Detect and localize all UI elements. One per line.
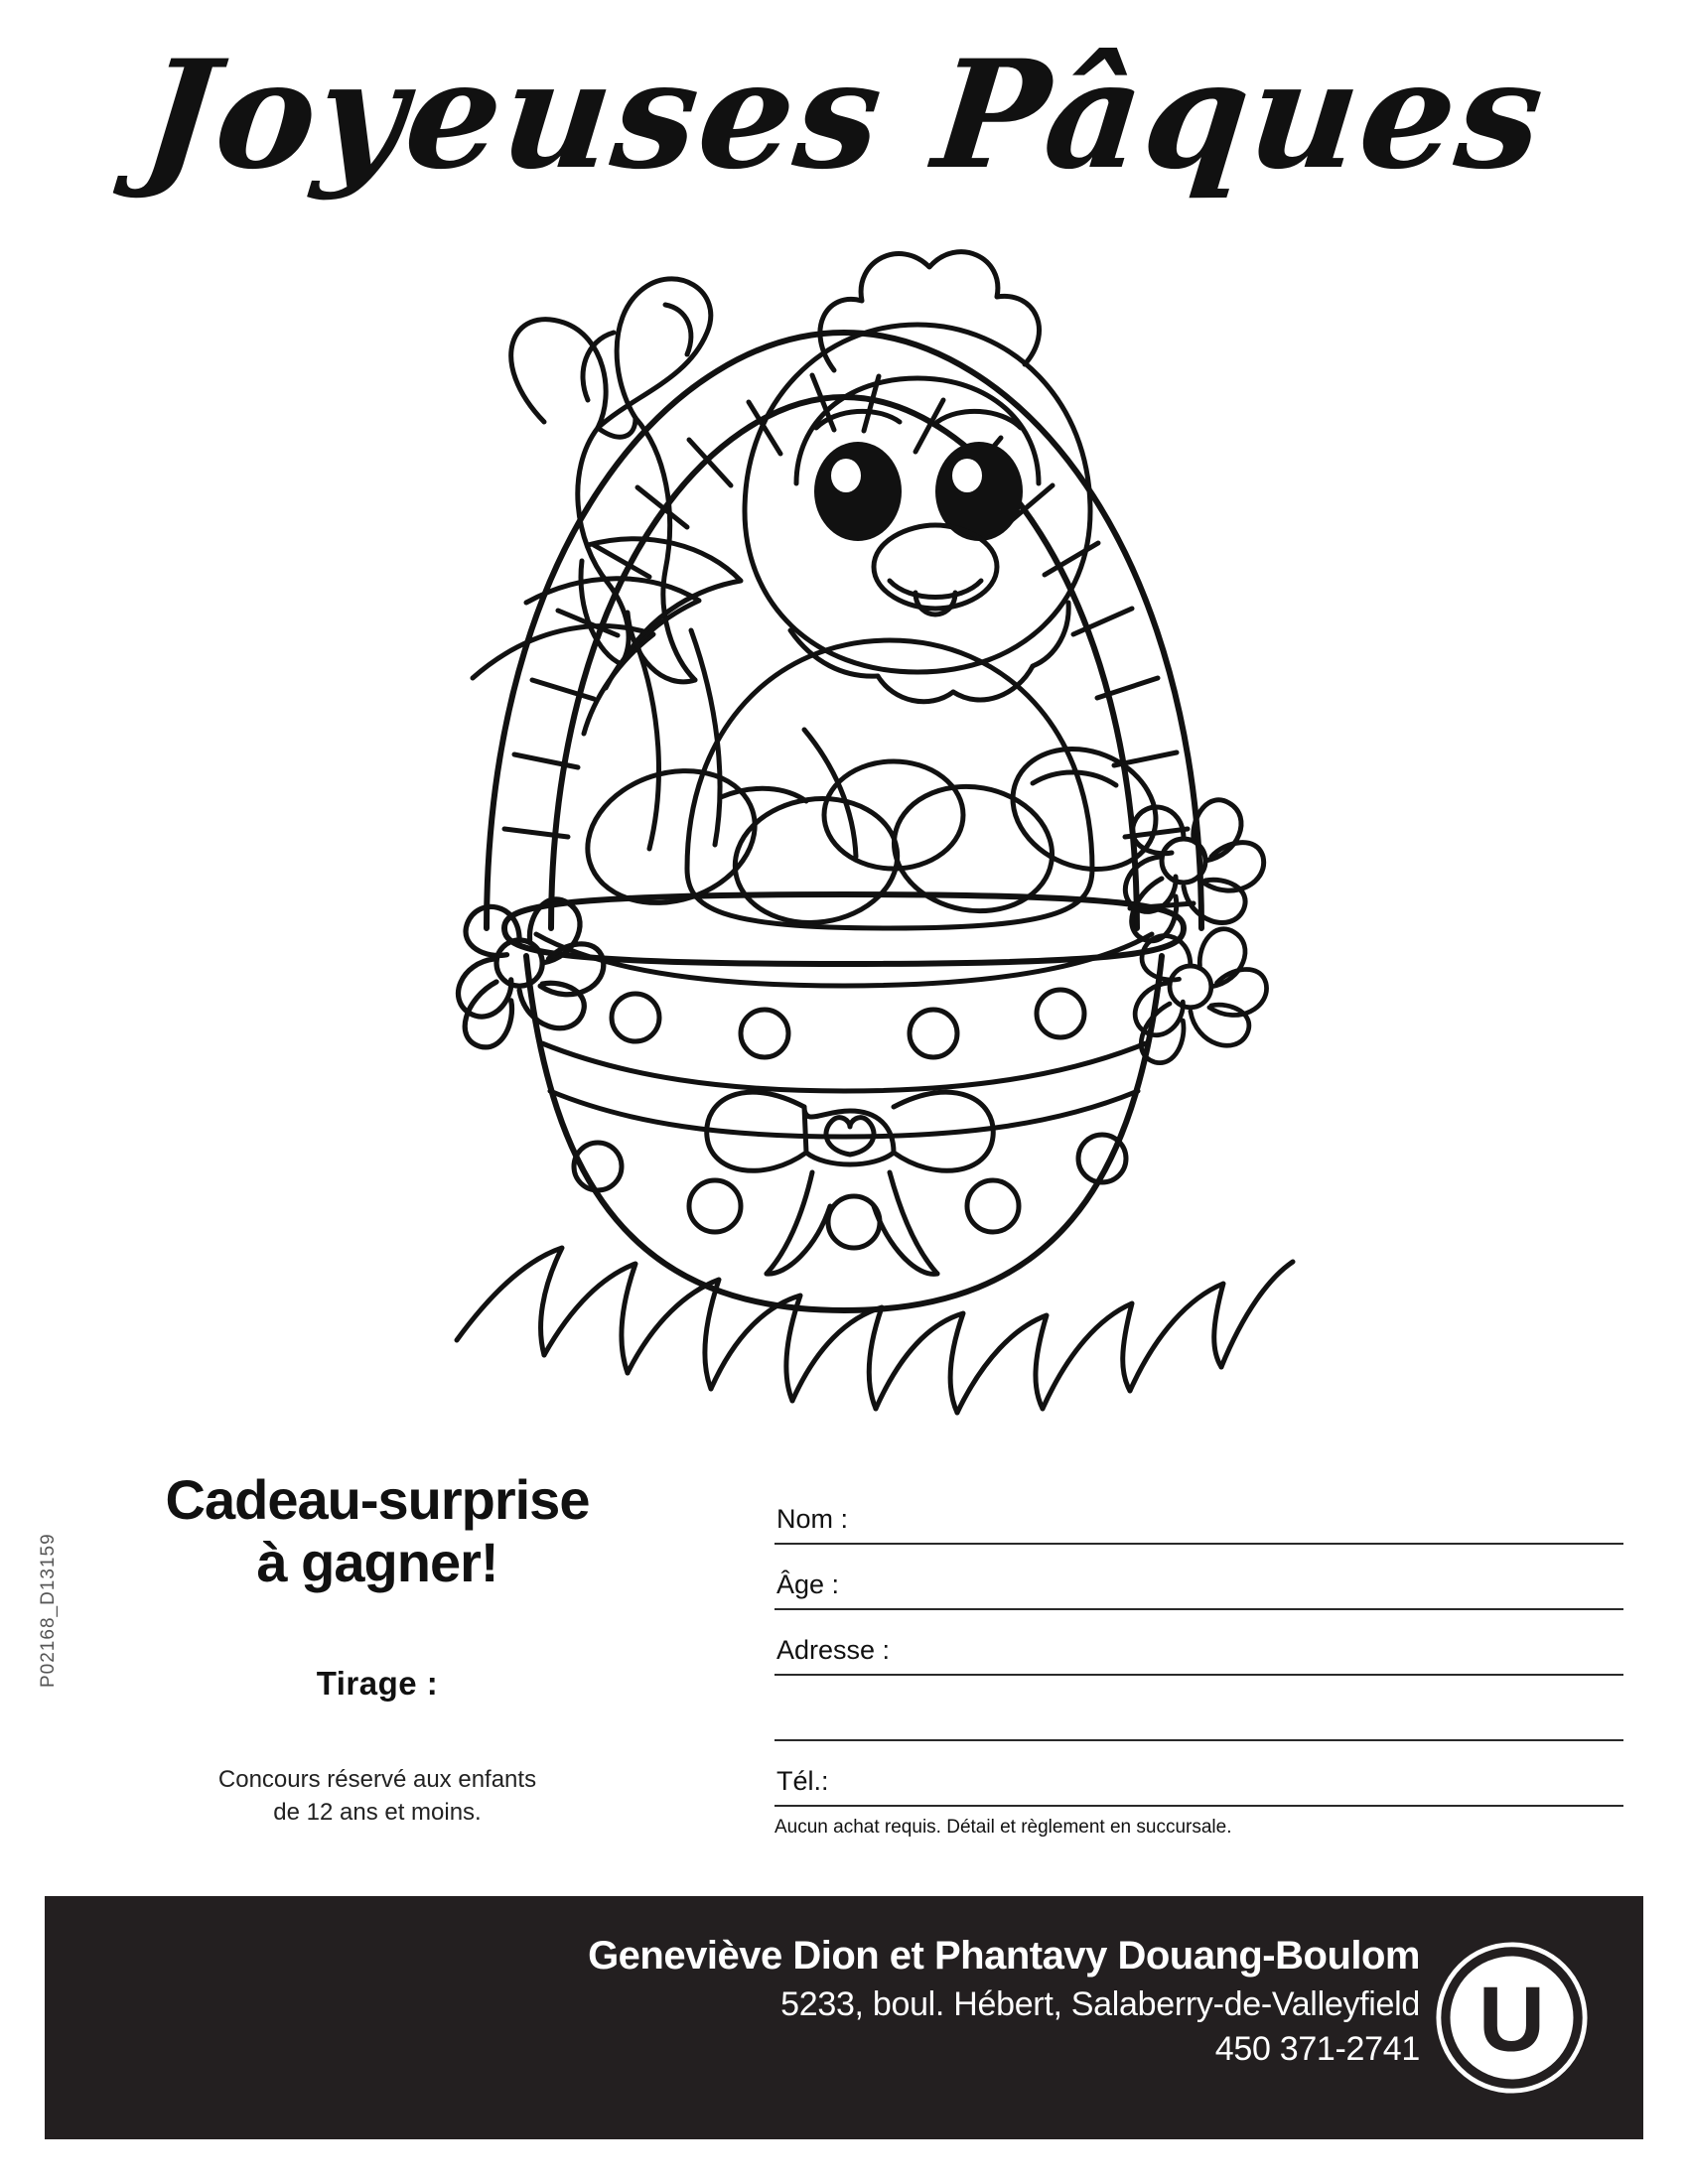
logo-letter: U	[1477, 1967, 1546, 2071]
draw-label: Tirage :	[316, 1665, 439, 1703]
contest-note-line1: Concours réservé aux enfants	[217, 1766, 537, 1794]
promo-heading-line1: Cadeau-surprise	[165, 1468, 590, 1531]
phone-field[interactable]	[774, 1741, 1623, 1807]
promo-block	[89, 1469, 665, 1829]
phone-field-label: Tél.:	[776, 1766, 829, 1796]
footer-text-block	[427, 1932, 1420, 2069]
address-field-label: Adresse :	[776, 1635, 891, 1665]
contest-note	[89, 1764, 665, 1829]
entry-form	[774, 1479, 1623, 1839]
name-field-label: Nom :	[776, 1504, 849, 1534]
store-address: 5233, boul. Hébert, Salaberry-de-Valleyfield	[780, 1985, 1420, 2023]
store-owners: Geneviève Dion et Phantavy Douang-Boulom	[588, 1934, 1420, 1978]
footer-bar	[45, 1896, 1643, 2139]
age-field-label: Âge :	[776, 1570, 840, 1599]
legal-text: Aucun achat requis. Détail et règlement en succursale.	[774, 1817, 1232, 1838]
address-field-line2[interactable]	[774, 1676, 1623, 1741]
page-title: Joyeuses Pâques	[135, 28, 1553, 203]
age-field[interactable]	[774, 1545, 1623, 1610]
easter-basket-chick-coloring-illustration	[338, 213, 1350, 1449]
promo-heading-line2: à gagner!	[256, 1530, 498, 1593]
store-phone: 450 371-2741	[1214, 2030, 1420, 2068]
promo-heading	[89, 1469, 665, 1593]
contest-note-line2: de 12 ans et moins.	[273, 1798, 482, 1826]
name-field[interactable]	[774, 1479, 1623, 1545]
document-code: P02168_D13159	[38, 1533, 59, 1688]
address-field[interactable]	[774, 1610, 1623, 1676]
brand-logo	[1435, 1941, 1589, 2095]
